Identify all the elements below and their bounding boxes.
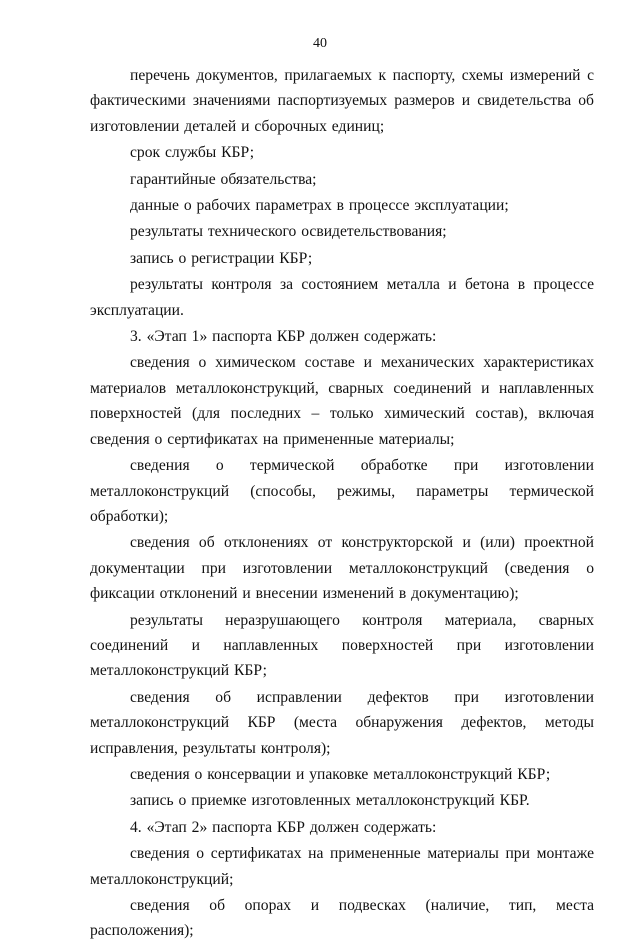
paragraph: сведения об исправлении дефектов при изготовлении металлоконструкций КБР (места обнаружения дефектов, методы исправления, результаты контроля); — [90, 688, 594, 757]
paragraph: перечень документов, прилагаемых к паспорту, схемы измерений с фактическими значениями паспортизуемых размеров и свидетельства об изготовлении деталей и сборочных единиц; — [90, 67, 594, 135]
paragraph: гарантийные обязательства; — [130, 170, 317, 188]
paragraph: данные о рабочих параметрах в процессе эксплуатации; — [130, 197, 509, 215]
paragraph: сведения о сертификатах на примененные материалы при монтаже металлоконструкций; — [90, 845, 594, 888]
paragraph: результаты технического освидетельствования; — [130, 223, 447, 241]
document-body — [90, 63, 594, 945]
paragraph: сведения об опорах и подвесках (наличие, тип, места расположения); — [90, 897, 594, 940]
paragraph: запись о приемке изготовленных металлоконструкций КБР. — [130, 792, 530, 810]
paragraph: запись о регистрации КБР; — [130, 249, 313, 267]
paragraph: сведения о термической обработке при изготовлении металлоконструкций (способы, режимы, параметры термической обработки); — [90, 457, 594, 525]
paragraph: результаты контроля за состоянием металла и бетона в процессе эксплуатации. — [90, 276, 594, 319]
section-heading: 4. «Этап 2» паспорта КБР должен содержать: — [130, 818, 437, 836]
paragraph: результаты неразрушающего контроля материала, сварных соединений и наплавленных поверхностей при изготовлении металлоконструкций КБР; — [90, 611, 594, 680]
paragraph: сведения о консервации и упаковке металлоконструкций КБР; — [130, 765, 551, 783]
paragraph: сведения об отклонениях от конструкторской и (или) проектной документации при изготовлении металлоконструкций (сведения о фиксации отклонений и внесении изменений в документацию); — [90, 534, 594, 603]
section-heading: 3. «Этап 1» паспорта КБР должен содержать: — [130, 328, 437, 346]
paragraph: срок службы КБР; — [130, 144, 255, 162]
page-number: 40 — [313, 36, 327, 51]
paragraph: сведения о химическом составе и механических характеристиках материалов металлоконструкций, сварных соединений и наплавленных поверхностей (для последних – только химический состав), включая сведения о сертификатах на примененные материалы; — [90, 354, 594, 448]
